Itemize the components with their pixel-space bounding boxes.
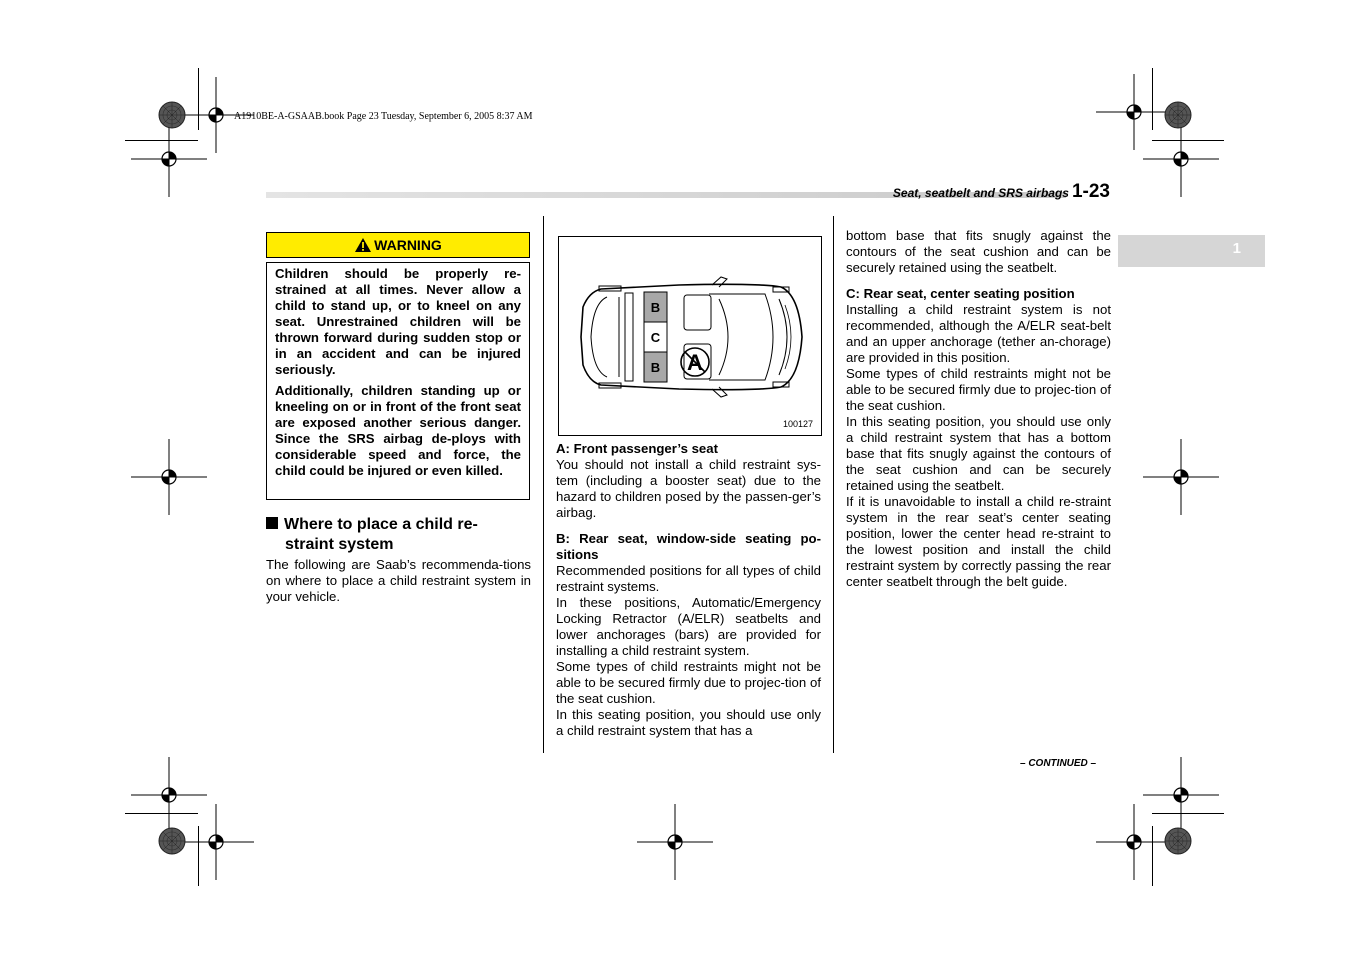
seat-label-b: B (650, 360, 661, 375)
paragraph: Some types of child restraints might not be able to be secured firmly due to projec-tion of the seat cushion. (846, 366, 1111, 413)
print-info: A1910BE-A-GSAAB.book Page 23 Tuesday, September 6, 2005 8:37 AM (234, 111, 533, 122)
section-heading: Where to place a child re- straint system (266, 515, 536, 555)
paragraph: Installing a child restraint system is not recommended, although the A/ELR seat-belt and an upper anchorage (tether an-chorage) are provided in this position. (846, 302, 1111, 365)
warning-body (266, 262, 530, 500)
paragraph: You should not install a child restraint sys-tem (including a booster seat) due to the hazard to children posed by the passen-ger’s airbag. (556, 457, 821, 520)
warning-label: WARNING (374, 237, 442, 253)
paragraph: In this seating position, you should use only a child restraint system that has a (556, 707, 821, 738)
subheading-c: C: Rear seat, center seating position (846, 286, 1075, 301)
column-3-text (846, 228, 1111, 590)
paragraph: Some types of child restraints might not be able to be secured firmly due to projec-tion of the seat cushion. (556, 659, 821, 706)
warning-paragraph: Additionally, children standing up or kneeling on or in front of the front seat are exposed another serious danger. Since the SRS airbag de-ploys with considerable speed and force, the child could be injured or even killed. (275, 383, 521, 478)
continued-label: – CONTINUED – (1020, 758, 1097, 769)
subheading-a: A: Front passenger’s seat (556, 441, 718, 456)
page-header (893, 181, 1110, 203)
paragraph: Recommended positions for all types of child restraint systems. (556, 563, 821, 594)
subheading-b: B: Rear seat, window-side seating po-sitions (556, 531, 821, 562)
paragraph: In this seating position, you should use only a child restraint system that has a bottom base that fits snugly against the contours of the seat cushion and can be securely retained using the seatbelt. (846, 414, 1111, 493)
column-divider (543, 216, 544, 753)
column-divider (833, 216, 834, 753)
warning-header (266, 232, 530, 258)
column-2-text (556, 441, 821, 739)
paragraph: bottom base that fits snugly against the contours of the seat cushion and can be securely retained using the seatbelt. (846, 228, 1111, 275)
chapter-tab: 1 (1118, 235, 1265, 267)
section-intro: The following are Saab’s recommenda-tions on where to place a child restraint system in your vehicle. (266, 557, 531, 604)
paragraph: In these positions, Automatic/Emergency Locking Retractor (A/ELR) seatbelts and lower anchorages (bars) are provided for installing a child restraint system. (556, 595, 821, 658)
section-title: Seat, seatbelt and SRS airbags (892, 186, 1069, 200)
car-top-view-illustration (559, 237, 821, 435)
seat-label-c: C (650, 330, 661, 345)
warning-icon (354, 237, 372, 253)
seat-label-a: A (687, 350, 703, 375)
page-number: 1-23 (1071, 181, 1110, 202)
paragraph: If it is unavoidable to install a child re-straint system in the rear seat’s center seating position, lower the center head re-straint to the lowest position and install the child restraint system by correctly passing the rear center seatbelt through the belt guide. (846, 494, 1111, 589)
seat-label-b: B (650, 300, 661, 315)
seating-diagram (558, 236, 822, 436)
figure-id: 100127 (782, 419, 813, 429)
bullet-square-icon (266, 517, 278, 529)
warning-paragraph: Children should be properly re-strained at all times. Never allow a child to stand up, or to kneel on any seat. Unrestrained children will be thrown forward during sudden stop or in an accident and can be injured seriously. (275, 266, 521, 377)
